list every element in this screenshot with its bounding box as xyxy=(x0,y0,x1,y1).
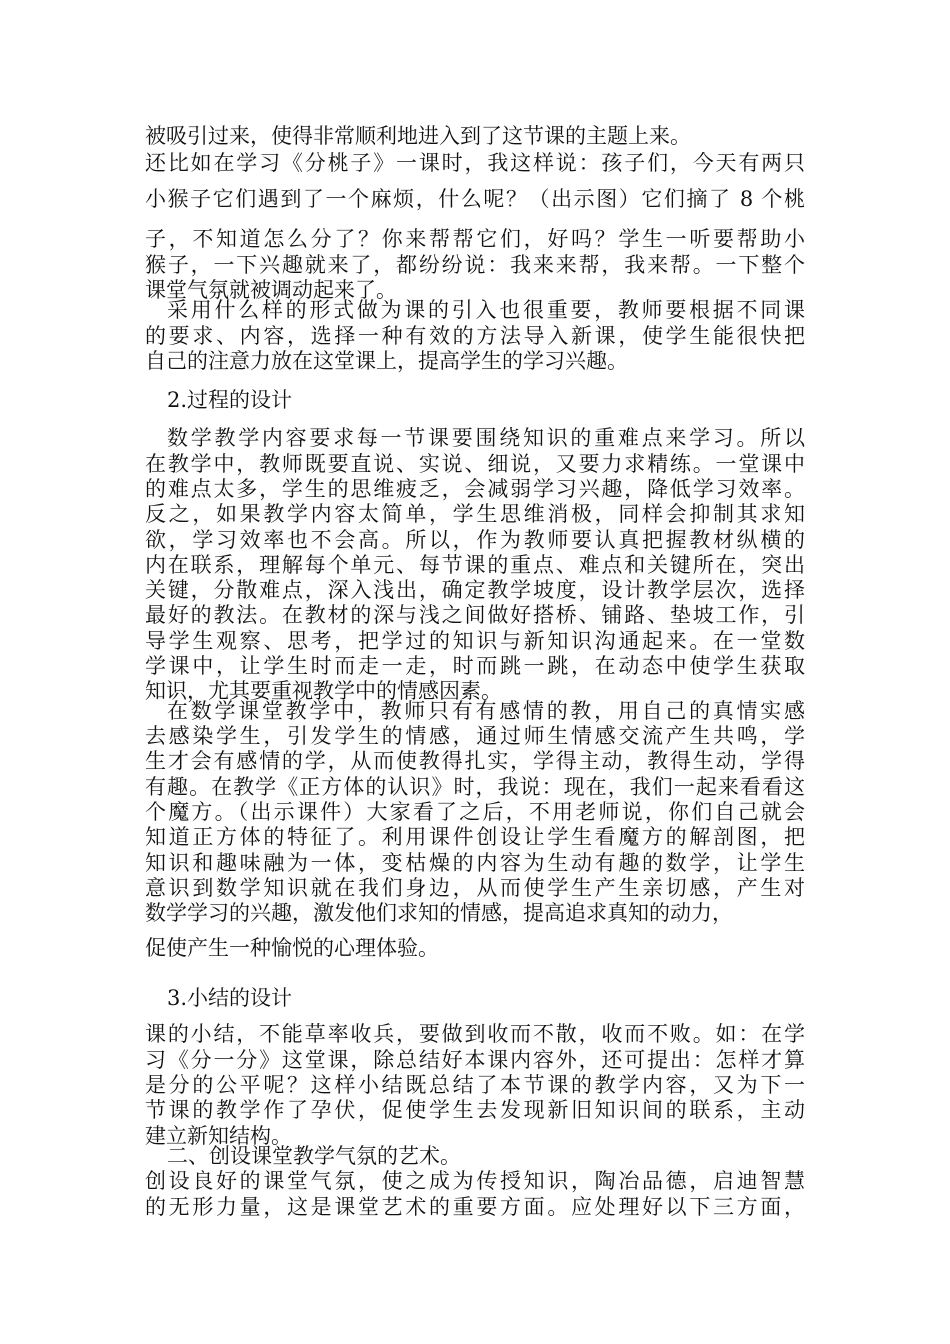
text-line: 节课的教学作了孕伏，促使学生去发现新旧知识间的联系，主动 xyxy=(145,1098,805,1122)
text-line: 有趣。在教学《正方体的认识》时，我说：现在，我们一起来看看这 xyxy=(145,775,805,799)
text-line: 反之，如果教学内容太简单，学生思维消极，同样会抑制其求知 xyxy=(145,502,805,526)
paragraph-first-line: 采用什么样的形式做为课的引入也很重要，教师要根据不同课 xyxy=(167,298,805,322)
section-heading: 3.小结的设计 xyxy=(167,986,293,1010)
text-line: 个魔方。（出示课件）大家看了之后，不用老师说，你们自己就会 xyxy=(145,800,805,824)
text-line: 小猴子它们遇到了一个麻烦，什么呢？（出示图）它们摘了 8 个桃 xyxy=(145,187,805,211)
text-line: 自己的注意力放在这堂课上，提高学生的学习兴趣。 xyxy=(145,349,628,373)
text-line: 是分的公平呢？这样小结既总结了本节课的教学内容，又为下一 xyxy=(145,1073,805,1097)
text-line: 课的小结，不能草率收兵，要做到收而不散，收而不败。如：在学 xyxy=(145,1022,805,1046)
text-line: 促使产生一种愉悦的心理体验。 xyxy=(145,936,439,960)
text-line: 在教学中，教师既要直说、实说、细说，又要力求精练。一堂课中 xyxy=(145,452,805,476)
text-line: 的难点太多，学生的思维疲乏，会减弱学习兴趣，降低学习效率。 xyxy=(145,477,805,501)
text-line: 猴子，一下兴趣就来了，都纷纷说：我来来帮，我来帮。一下整个 xyxy=(145,253,805,277)
text-line: 数学学习的兴趣，激发他们求知的情感，提高追求真知的动力， xyxy=(145,901,733,925)
text-line: 的无形力量，这是课堂艺术的重要方面。应处理好以下三方面， xyxy=(145,1195,805,1219)
text-line: 的要求、内容，选择一种有效的方法导入新课，使学生能很快把 xyxy=(145,324,805,348)
text-line: 还比如在学习《分桃子》一课时，我这样说：孩子们，今天有两只 xyxy=(145,151,805,175)
text-line: 意识到数学知识就在我们身边，从而使学生产生亲切感，产生对 xyxy=(145,876,805,900)
text-line: 内在联系，理解每个单元、每节课的重点、难点和关键所在，突出 xyxy=(145,553,805,577)
paragraph-first-line: 数学教学内容要求每一节课要围绕知识的重难点来学习。所以 xyxy=(167,426,805,450)
text-line: 导学生观察、思考，把学过的知识与新知识沟通起来。在一堂数 xyxy=(145,629,805,653)
section-heading: 二、创设课堂教学气氛的艺术。 xyxy=(167,1144,461,1168)
section-heading: 2.过程的设计 xyxy=(167,388,293,412)
text-line: 知识和趣味融为一体，变枯燥的内容为生动有趣的数学，让学生 xyxy=(145,851,805,875)
text-line: 被吸引过来，使得非常顺利地进入到了这节课的主题上来。 xyxy=(145,124,691,148)
paragraph-first-line: 在数学课堂教学中，教师只有有感情的教，用自己的真情实感 xyxy=(167,699,805,723)
text-line: 知道正方体的特征了。利用课件创设让学生看魔方的解剖图，把 xyxy=(145,825,805,849)
text-line: 建立新知结构。 xyxy=(145,1124,292,1148)
text-line: 学课中，让学生时而走一走，时而跳一跳，在动态中使学生获取 xyxy=(145,654,805,678)
text-line: 子，不知道怎么分了？你来帮帮它们，好吗？学生一听要帮助小 xyxy=(145,227,805,251)
text-line: 知识，尤其要重视教学中的情感因素。 xyxy=(145,679,502,703)
text-line: 去感染学生，引发学生的情感，通过师生情感交流产生共鸣，学 xyxy=(145,724,805,748)
text-line: 最好的教法。在教材的深与浅之间做好搭桥、铺路、垫坡工作，引 xyxy=(145,603,805,627)
text-line: 欲，学习效率也不会高。所以，作为教师要认真把握教材纵横的 xyxy=(145,528,805,552)
text-line: 创设良好的课堂气氛，使之成为传授知识，陶冶品德，启迪智慧 xyxy=(145,1169,805,1193)
text-line: 课堂气氛就被调动起来了。 xyxy=(145,278,397,302)
text-line: 关键，分散难点，深入浅出，确定教学坡度，设计教学层次，选择 xyxy=(145,578,805,602)
text-line: 生才会有感情的学，从而使教得扎实，学得主动，教得生动，学得 xyxy=(145,749,805,773)
text-line: 习《分一分》这堂课，除总结好本课内容外，还可提出：怎样才算 xyxy=(145,1048,805,1072)
